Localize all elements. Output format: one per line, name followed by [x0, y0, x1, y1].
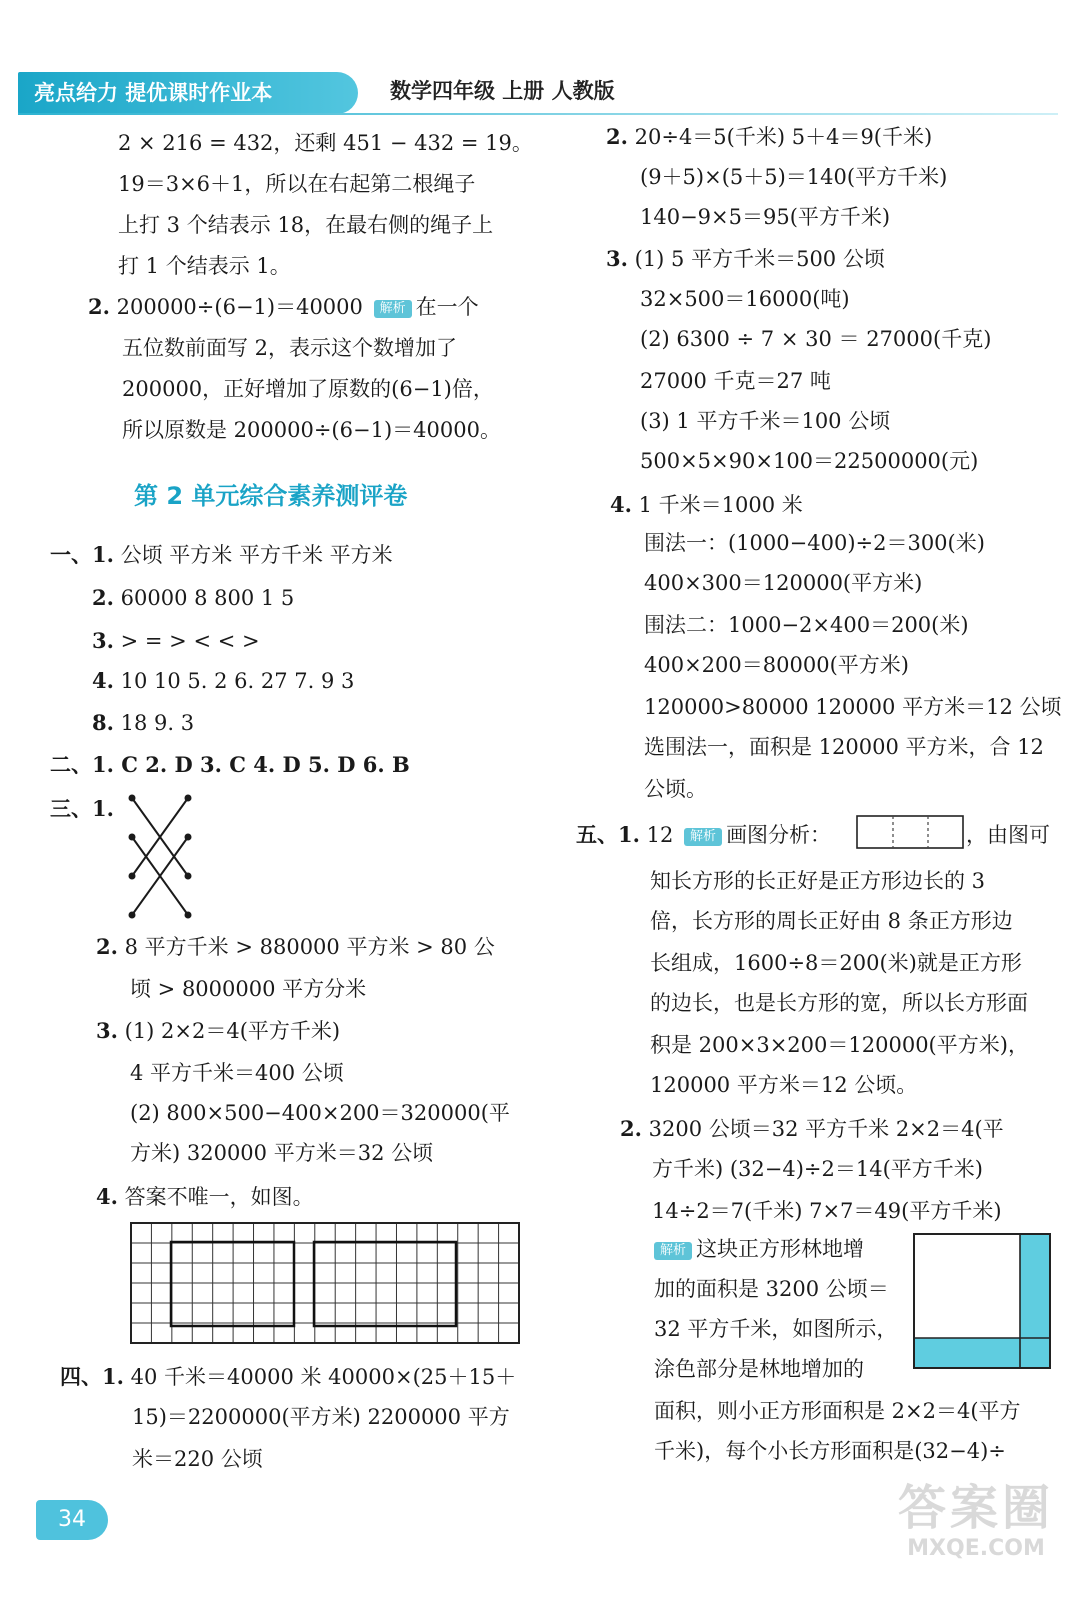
cont-line: 上打 3 个结表示 18，在最右侧的绳子上: [118, 213, 494, 237]
q2-line: [88, 292, 479, 322]
r-s5-q2-analysis-line: 32 平方千米，如图所示，: [654, 1317, 898, 1341]
r-q4-line: 公顷。: [644, 777, 707, 801]
answer: 10 10 5. 2 6. 27 7. 9 3: [120, 669, 355, 693]
q-number: 8.: [92, 710, 114, 735]
section-title: 第 2 单元综合素养测评卷: [134, 482, 408, 510]
q-number: 2.: [92, 585, 114, 610]
analysis-text: 画图分析：: [726, 823, 832, 847]
r-s5-q1-line: 倍，长方形的周长正好由 8 条正方形边: [650, 909, 1013, 933]
r-s5-q2-analysis-line: 千米)，每个小长方形面积是(32−4)÷: [654, 1439, 1006, 1463]
answer: 8 平方千米 > 880000 平方米 > 80 公: [124, 935, 495, 959]
answer: 60000 8 800 1 5: [120, 586, 295, 610]
answer: 18 9. 3: [120, 711, 195, 735]
forest-square-figure: [912, 1232, 1054, 1372]
book-title: 数学四年级 上册 人教版: [390, 79, 615, 103]
q-number: 1.: [92, 542, 114, 567]
s4-line: [60, 1362, 516, 1392]
grid-figure: [130, 1222, 522, 1346]
s4-line: 15)＝2200000(平方米) 2200000 平方: [132, 1405, 510, 1429]
page-header: [18, 72, 1078, 114]
s1-line: [92, 583, 294, 613]
s3-q3-line: 4 平方千米＝400 公顷: [130, 1061, 344, 1085]
r-q4-line: 400×300＝120000(平方米): [644, 571, 923, 595]
answer: 答案不唯一，如图。: [124, 1185, 314, 1209]
q2-analysis: 在一个: [415, 295, 479, 319]
q-number: 2.: [88, 294, 110, 319]
q-number: 2.: [620, 1116, 642, 1141]
q-number: 2.: [96, 934, 118, 959]
answer: 公顷 平方米 平方千米 平方米: [120, 543, 393, 567]
s1-line: [50, 540, 393, 570]
r-s5-q2-analysis-line: 涂色部分是林地增加的: [654, 1357, 864, 1381]
r-q4-line: [610, 490, 803, 520]
q2-analysis-line: 200000，正好增加了原数的(6−1)倍，: [122, 377, 494, 401]
matching-lines-figure: [120, 788, 200, 920]
r-s5-q1-line: 120000 平方米＝12 公顷。: [650, 1073, 918, 1097]
r-s5-line: [576, 820, 831, 850]
s3-q2-line: [96, 932, 495, 962]
rectangle-sketch: [856, 814, 966, 852]
r-q2-line: 140−9×5＝95(平方千米): [640, 205, 891, 229]
analysis-tag: 解析: [684, 828, 722, 846]
r-q2-line: (9＋5)×(5＋5)＝140(平方千米): [640, 165, 948, 189]
s4-line: 米＝220 公顷: [132, 1447, 263, 1471]
r-q3-line: 500×5×90×100＝22500000(元): [640, 449, 979, 473]
s3-q3-line: [96, 1016, 340, 1046]
q-number: 4.: [96, 1184, 118, 1209]
q-number: 3.: [606, 246, 628, 271]
s3-q3-line: 方米) 320000 平方米＝32 公顷: [130, 1141, 434, 1165]
header-rule: [18, 113, 1058, 115]
brand-banner: 亮点给力 提优课时作业本: [18, 72, 358, 114]
answer: 3200 公顷＝32 平方千米 2×2＝4(平: [648, 1117, 1004, 1141]
r-q4-line: 选围法一，面积是 120000 平方米，合 12: [644, 735, 1044, 759]
r-s5-q2-analysis-line: 面积，则小正方形面积是 2×2＝4(平方: [654, 1399, 1021, 1423]
r-q3-line: [606, 244, 885, 274]
answer: (1) 5 平方千米＝500 公顷: [634, 247, 885, 271]
s3-q2-line: 顷 > 8000000 平方分米: [130, 977, 367, 1001]
section-number: 四、1.: [60, 1364, 124, 1389]
analysis-text: 这块正方形林地增: [696, 1237, 865, 1261]
r-q4-line: 400×200＝80000(平方米): [644, 653, 909, 677]
page-number: 34: [36, 1500, 108, 1540]
s3-q3-line: (2) 800×500−400×200＝320000(平: [130, 1101, 510, 1125]
answer: 12: [646, 823, 674, 847]
r-q4-line: 围法二：1000−2×400＝200(米): [644, 613, 969, 637]
r-q2-line: [606, 122, 932, 152]
r-q4-line: 120000>80000 120000 平方米＝12 公顷: [644, 695, 1062, 719]
q2-answer: 200000÷(6−1)＝40000: [116, 295, 363, 319]
section-number: 三、1.: [50, 796, 114, 821]
watermark: [898, 1480, 1054, 1561]
r-s5-q1-line: 知长方形的长正好是正方形边长的 3: [650, 869, 986, 893]
r-s5-q1-line: 积是 200×3×200＝120000(平方米)，: [650, 1033, 1029, 1057]
r-s5-q2-line: 方千米) (32−4)÷2＝14(平方千米): [652, 1157, 983, 1181]
cont-line: 19＝3×6＋1，所以在右起第二根绳子: [118, 172, 476, 196]
r-q4-line: 围法一：(1000−400)÷2＝300(米): [644, 531, 985, 555]
r-q3-line: 27000 千克＝27 吨: [640, 369, 831, 393]
answer: > = > < < >: [120, 629, 260, 653]
watermark-logo: 答案圈: [898, 1480, 1055, 1536]
s1-line: [92, 708, 194, 738]
answer: 40 千米＝40000 米 40000×(25＋15＋: [130, 1365, 517, 1389]
s2-line: 二、1. C 2. D 3. C 4. D 5. D 6. B: [50, 752, 410, 777]
answer: 20÷4＝5(千米) 5＋4＝9(千米): [634, 125, 933, 149]
q2-analysis-line: 所以原数是 200000÷(6−1)＝40000。: [122, 418, 501, 442]
s1-line: [92, 626, 260, 656]
q-number: 4.: [92, 668, 114, 693]
r-s5-q1-line: 长组成，1600÷8＝200(米)就是正方形: [650, 951, 1022, 975]
cont-line: 打 1 个结表示 1。: [118, 254, 291, 278]
r-s5-q1-line: 的边长，也是长方形的宽，所以长方形面: [650, 991, 1028, 1015]
r-s5-q2-analysis-line: 加的面积是 3200 公顷＝: [654, 1277, 889, 1301]
q-number: 3.: [96, 1018, 118, 1043]
analysis-text: ，由图可: [966, 823, 1050, 847]
q2-analysis-line: 五位数前面写 2，表示这个数增加了: [122, 336, 458, 360]
q-number: 2.: [606, 124, 628, 149]
s1-line: [92, 666, 354, 696]
s3-q4-line: [96, 1182, 314, 1212]
q-number: 3.: [92, 628, 114, 653]
section-number: 一、: [50, 542, 92, 567]
r-s5-q2-analysis: [650, 1234, 864, 1264]
answer: (1) 2×2＝4(平方千米): [124, 1019, 341, 1043]
r-q3-line: 32×500＝16000(吨): [640, 287, 850, 311]
r-q3-line: (3) 1 平方千米＝100 公顷: [640, 409, 891, 433]
cont-line: 2 × 216 = 432，还剩 451 − 432 = 19。: [118, 131, 533, 155]
section-number: 五、1.: [576, 822, 640, 847]
analysis-tag: 解析: [654, 1242, 692, 1260]
r-s5-q2-line: [620, 1114, 1004, 1144]
r-s5-q2-line: 14÷2＝7(千米) 7×7＝49(平方千米): [652, 1199, 1002, 1223]
q-number: 4.: [610, 492, 632, 517]
r-q3-line: (2) 6300 ÷ 7 × 30 ＝ 27000(千克): [640, 327, 992, 351]
answer: 1 千米＝1000 米: [638, 493, 803, 517]
analysis-tag: 解析: [374, 300, 412, 318]
watermark-url: MXQE.COM: [907, 1536, 1045, 1561]
